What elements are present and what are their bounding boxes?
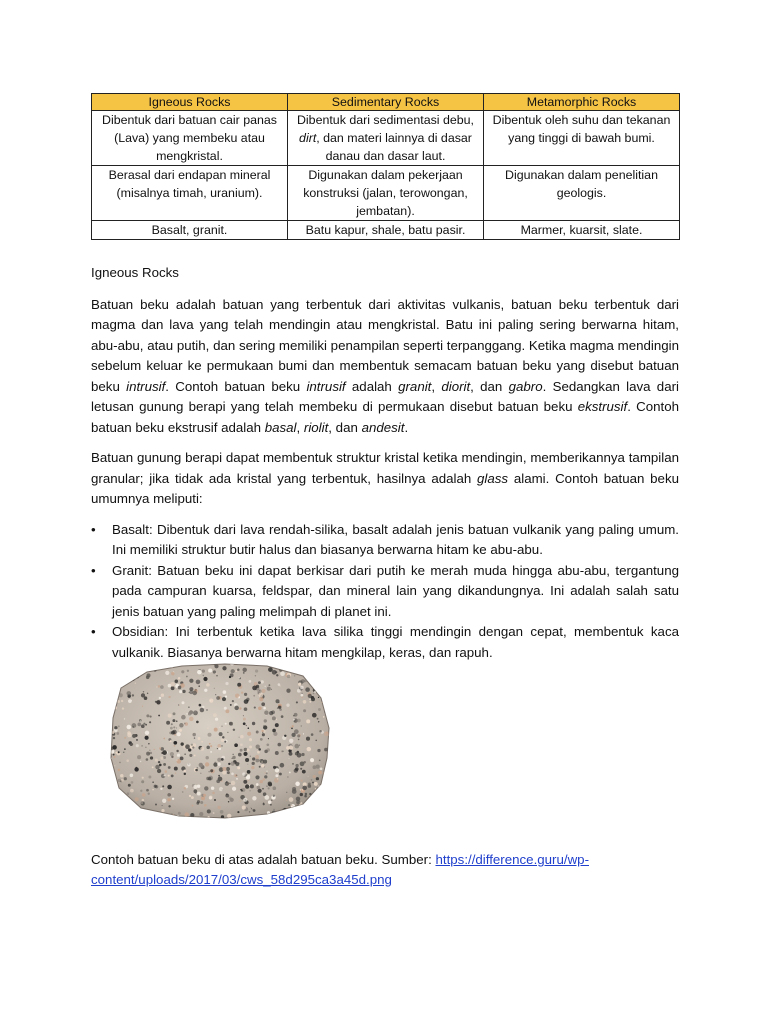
cell-igneous: Berasal dari endapan mineral (misalnya timah, uranium).	[92, 166, 288, 221]
italic-term: intrusif	[126, 378, 166, 394]
cell-sedimentary	[288, 111, 484, 166]
cell-text-italic: dirt	[299, 131, 317, 145]
header-metamorphic: Metamorphic Rocks	[484, 94, 680, 111]
granite-rock-image	[107, 658, 333, 820]
cell-igneous: Dibentuk dari batuan cair panas (Lava) yang membeku atau mengkristal.	[92, 111, 288, 166]
cell-text: , dan materi lainnya di dasar danau dan dasar laut.	[316, 131, 472, 163]
paragraph-text: Batuan gunung berapi dapat membentuk struktur kristal ketika mendingin, memberikannya tampilan granular; jika tidak ada kristal yang terbentuk, hasilnya adalah	[91, 450, 679, 486]
cell-metamorphic: Dibentuk oleh suhu dan tekanan yang tinggi di bawah bumi.	[484, 111, 680, 166]
rock-comparison-table	[91, 93, 680, 240]
paragraph-text: . Contoh batuan beku	[165, 378, 307, 394]
paragraph-text: adalah	[345, 378, 399, 394]
paragraph-text: , dan	[470, 378, 509, 394]
paragraph-text: ,	[296, 419, 304, 435]
list-item	[91, 622, 679, 663]
italic-term: granit	[398, 378, 432, 394]
paragraph-text: . Contoh batuan beku ekstrusif adalah	[91, 399, 679, 435]
section-heading: Igneous Rocks	[91, 265, 179, 280]
paragraph-text: alami. Contoh batuan beku umumnya meliputi:	[91, 470, 679, 506]
cell-metamorphic: Marmer, kuarsit, slate.	[484, 221, 680, 240]
cell-text: Dibentuk dari sedimentasi debu,	[296, 113, 474, 127]
italic-term: riolit	[303, 419, 329, 435]
caption-text: Contoh batuan beku di atas adalah batuan beku. Sumber:	[91, 852, 436, 867]
paragraph-volcanic	[91, 448, 679, 510]
table-row	[92, 166, 680, 221]
italic-term: diorit	[441, 378, 471, 394]
paragraph-text: ,	[431, 378, 442, 394]
body-content	[91, 263, 679, 663]
italic-term: glass	[477, 470, 509, 486]
cell-metamorphic: Digunakan dalam penelitian geologis.	[484, 166, 680, 221]
header-igneous: Igneous Rocks	[92, 94, 288, 111]
bullet-icon: •	[91, 562, 96, 578]
cell-sedimentary: Digunakan dalam pekerjaan konstruksi (jalan, terowongan, jembatan).	[288, 166, 484, 221]
paragraph-text: Batuan beku adalah batuan yang terbentuk dari aktivitas vulkanis, batuan beku terbentuk dari magma dan lava yang telah mendingin atau mengkristal. Batu ini paling sering berwarna hitam, abu-abu, atau putih, dan sering memiliki penampilan seperti terpanggang. Ketika magma mendingin sebelum keluar ke permukaan bumi dan membentuk semacam batuan beku yang disebut batuan beku	[91, 296, 679, 394]
cell-sedimentary: Batu kapur, shale, batu pasir.	[288, 221, 484, 240]
bullet-icon: •	[91, 624, 96, 639]
table-row	[92, 221, 680, 240]
source-link[interactable]: https://difference.guru/wp-content/uploads/2017/03/cws_58d295ca3a45d.png	[91, 852, 589, 887]
rock-examples-list	[91, 520, 679, 664]
italic-term: ekstrusif	[577, 399, 628, 414]
italic-term: andesit	[361, 419, 405, 435]
list-item-text: Obsidian: Ini terbentuk ketika lava silika tinggi mendingin dengan cepat, membentuk kaca vulkanik. Biasanya berwarna hitam mengkilap, keras, dan rapuh.	[112, 624, 679, 660]
list-item-text: Basalt: Dibentuk dari lava rendah-silika, basalt adalah jenis batuan vulkanik yang paling umum. Ini memiliki struktur butir halus dan biasanya berwarna hitam ke abu-abu.	[112, 521, 679, 557]
cell-igneous: Basalt, granit.	[92, 221, 288, 240]
paragraph-intro	[91, 295, 679, 439]
paragraph-text: , dan	[328, 419, 362, 435]
table-row	[92, 111, 680, 166]
list-item	[91, 561, 679, 623]
paragraph-text: .	[404, 419, 409, 435]
table-header-row	[92, 94, 680, 111]
header-sedimentary: Sedimentary Rocks	[288, 94, 484, 111]
list-item-text: Granit: Batuan beku ini dapat berkisar dari putih ke merah muda hingga abu-abu, tergantung pada campuran kuarsa, feldspar, dan mineral lain yang dikandungnya. Ini adalah salah satu jenis batuan yang paling melimpah di planet ini.	[112, 562, 679, 619]
paragraph-text: . Sedangkan lava dari letusan gunung berapi yang telah membeku di permukaan disebut batuan beku	[91, 378, 679, 414]
list-item	[91, 520, 679, 561]
bullet-icon: •	[91, 521, 96, 537]
image-caption	[91, 850, 679, 890]
italic-term: intrusif	[306, 378, 346, 394]
italic-term: gabro	[508, 378, 543, 394]
italic-term: basal	[264, 419, 297, 435]
